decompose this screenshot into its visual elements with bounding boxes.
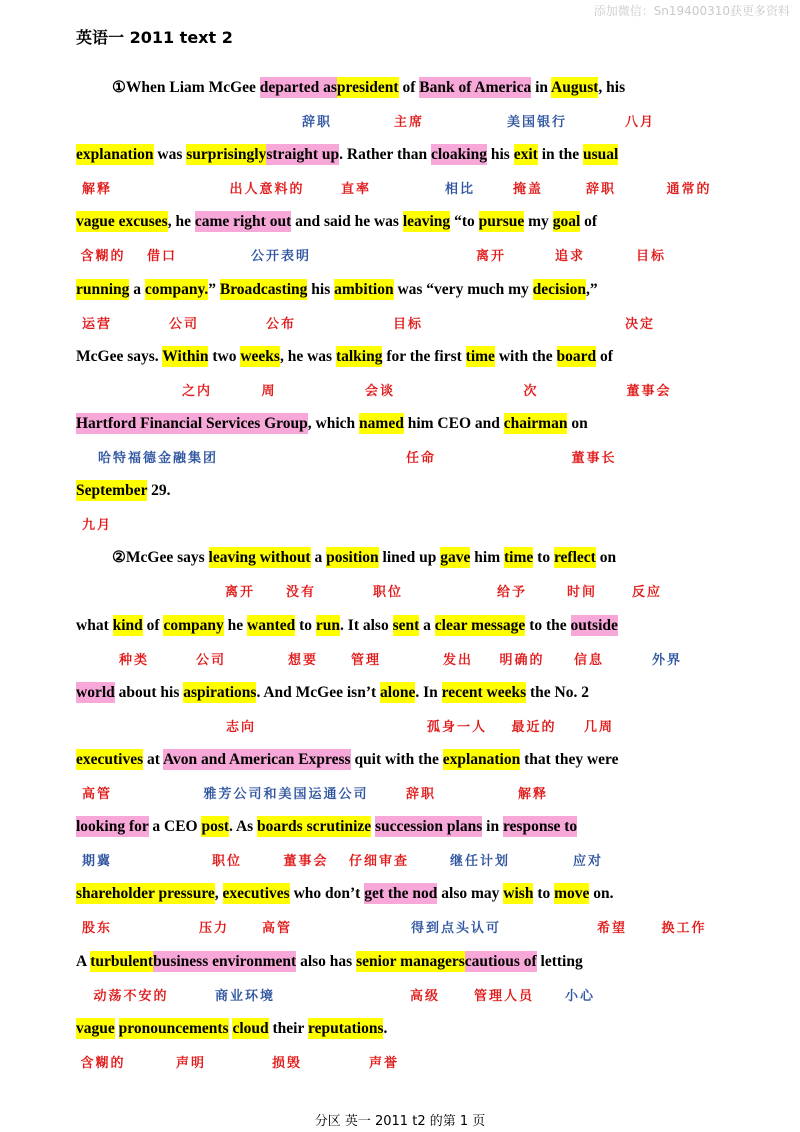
highlighted-term: clear message (434, 617, 526, 634)
chinese-gloss: 明确的 (499, 653, 545, 668)
highlighted-term: boards scrutinize (257, 818, 372, 835)
passage-text: his (486, 146, 514, 163)
chinese-gloss: 解释 (81, 182, 113, 197)
chinese-gloss: 没有 (285, 585, 317, 600)
highlighted-term: succession plans (375, 818, 483, 835)
chinese-gloss: 任命 (405, 451, 437, 466)
chinese-gloss: 外界 (651, 653, 683, 668)
chinese-gloss: 损毁 (271, 1056, 303, 1071)
passage-text: of (142, 617, 164, 634)
passage-text: . In (415, 684, 442, 701)
chinese-gloss: 周 (261, 384, 277, 399)
chinese-gloss: 压力 (198, 921, 230, 936)
chinese-gloss: 离开 (224, 585, 256, 600)
passage-text: him (470, 549, 505, 566)
page-title: 英语一 2011 text 2 (76, 28, 233, 47)
highlighted-term: turbulent (90, 953, 154, 970)
page-footer: 分区 英一 2011 t2 的第 1 页 (314, 1114, 486, 1129)
highlighted-term: usual (583, 146, 619, 163)
highlighted-term: outside (570, 617, 618, 634)
highlighted-term: executives (76, 751, 144, 768)
passage-line (76, 748, 619, 772)
passage-text: McGee says. (76, 348, 163, 365)
passage-text: a (419, 617, 435, 634)
chinese-gloss: 高管 (261, 921, 293, 936)
highlighted-term: Hartford Financial Services Group (76, 415, 308, 432)
passage-line (76, 1017, 387, 1041)
passage-line (76, 950, 583, 974)
chinese-gloss: 声明 (175, 1056, 207, 1071)
highlighted-term: aspirations (183, 684, 257, 701)
passage-text: him CEO and (403, 415, 504, 432)
chinese-gloss: 信息 (573, 653, 605, 668)
passage-text: lined up (378, 549, 441, 566)
chinese-gloss: 决定 (624, 317, 656, 332)
highlighted-term: time (504, 549, 534, 566)
highlighted-term: reputations (307, 1020, 384, 1037)
highlighted-term: Bank of America (419, 79, 532, 96)
passage-text: A (76, 953, 91, 970)
passage-line (76, 882, 614, 906)
chinese-gloss: 董事会 (626, 384, 672, 399)
chinese-gloss: 会谈 (364, 384, 396, 399)
chinese-gloss: 含糊的 (80, 249, 126, 264)
highlighted-term: explanation (442, 751, 521, 768)
highlighted-term: business environment (153, 953, 297, 970)
highlighted-term: departed as (259, 79, 337, 96)
passage-text: . And McGee isn’t (256, 684, 381, 701)
passage-text: a (310, 549, 327, 566)
highlighted-term: cautious of (464, 953, 537, 970)
chinese-gloss: 股东 (81, 921, 113, 936)
passage-text: his (307, 281, 335, 298)
chinese-gloss: 应对 (572, 854, 604, 869)
chinese-gloss: 出人意料的 (229, 182, 305, 197)
passage-text: that they were (520, 751, 619, 768)
highlighted-term: post (201, 818, 230, 835)
passage-text: , he (167, 213, 195, 230)
highlighted-term: goal (552, 213, 581, 230)
highlighted-term: weeks (240, 348, 280, 365)
chinese-gloss: 追求 (554, 249, 586, 264)
chinese-gloss: 含糊的 (80, 1056, 126, 1071)
passage-line (76, 479, 170, 503)
passage-text: , (214, 885, 223, 902)
highlighted-term: decision (532, 281, 587, 298)
passage-line (112, 76, 625, 100)
highlighted-term: board (556, 348, 597, 365)
chinese-gloss: 最近的 (511, 720, 557, 735)
chinese-gloss: 美国银行 (506, 115, 568, 130)
chinese-gloss: 想要 (287, 653, 319, 668)
chinese-gloss: 职位 (211, 854, 243, 869)
chinese-gloss: 公司 (168, 317, 200, 332)
chinese-gloss: 次 (523, 384, 539, 399)
chinese-gloss: 商业环境 (214, 989, 276, 1004)
passage-text: of (580, 213, 598, 230)
highlighted-term: explanation (76, 146, 154, 163)
chinese-gloss: 高管 (81, 787, 113, 802)
highlighted-term: Within (162, 348, 209, 365)
highlighted-term: September (76, 482, 148, 499)
passage-text: in (482, 818, 503, 835)
highlighted-term: came right out (194, 213, 292, 230)
passage-text: . It also (340, 617, 393, 634)
chinese-gloss: 时间 (566, 585, 598, 600)
passage-text: ①When Liam McGee (112, 79, 260, 96)
highlighted-term: cloaking (431, 146, 487, 163)
chinese-gloss: 董事会 (283, 854, 329, 869)
highlighted-term: August (551, 79, 599, 96)
chinese-gloss: 种类 (118, 653, 150, 668)
chinese-gloss: 辞职 (405, 787, 437, 802)
highlighted-term: wanted (247, 617, 296, 634)
highlighted-term: looking for (76, 818, 149, 835)
chinese-gloss: 解释 (517, 787, 549, 802)
passage-line (112, 546, 616, 570)
chinese-gloss: 主席 (393, 115, 425, 130)
highlighted-term: position (326, 549, 379, 566)
passage-text: “to (450, 213, 479, 230)
chinese-gloss: 管理 (350, 653, 382, 668)
passage-text: on (595, 549, 617, 566)
passage-line (76, 614, 618, 638)
chinese-gloss: 发出 (442, 653, 474, 668)
highlighted-term: world (76, 684, 115, 701)
chinese-gloss: 目标 (392, 317, 424, 332)
highlighted-term: leaving (402, 213, 451, 230)
chinese-gloss: 辞职 (585, 182, 617, 197)
passage-text: ” (208, 281, 220, 298)
highlighted-term: shareholder pressure (76, 885, 215, 902)
passage-text: a CEO (148, 818, 202, 835)
passage-line (76, 412, 588, 436)
highlighted-term: cloud (232, 1020, 269, 1037)
passage-line (76, 815, 577, 839)
passage-text: was (153, 146, 187, 163)
chinese-gloss: 掩盖 (512, 182, 544, 197)
passage-line (76, 345, 613, 369)
chinese-gloss: 得到点头认可 (410, 921, 502, 936)
passage-text: to (295, 617, 316, 634)
highlighted-term: Broadcasting (219, 281, 308, 298)
passage-text: in (531, 79, 552, 96)
chinese-gloss: 期冀 (81, 854, 113, 869)
chinese-gloss: 目标 (635, 249, 667, 264)
chinese-gloss: 相比 (444, 182, 476, 197)
passage-text: who don’t (289, 885, 365, 902)
chinese-gloss: 借口 (146, 249, 178, 264)
highlighted-term: alone (380, 684, 416, 701)
passage-line (76, 278, 598, 302)
passage-text: to (533, 885, 555, 902)
chinese-gloss: 之内 (181, 384, 213, 399)
passage-text: on (567, 415, 588, 432)
highlighted-term: kind (112, 617, 143, 634)
chinese-gloss: 动荡不安的 (93, 989, 169, 1004)
passage-text: with the (494, 348, 557, 365)
chinese-gloss: 公布 (265, 317, 297, 332)
highlighted-term: exit (513, 146, 538, 163)
chinese-gloss: 几周 (583, 720, 615, 735)
chinese-gloss: 声誉 (368, 1056, 400, 1071)
chinese-gloss: 公开表明 (250, 249, 312, 264)
passage-text: , he was (279, 348, 336, 365)
passage-text: ②McGee says (112, 549, 209, 566)
highlighted-term: talking (335, 348, 383, 365)
passage-text: was “very much my (393, 281, 533, 298)
chinese-gloss: 反应 (631, 585, 663, 600)
passage-text: also has (296, 953, 357, 970)
passage-text: for the first (382, 348, 466, 365)
passage-text: to the (525, 617, 571, 634)
passage-text: quit with the (350, 751, 443, 768)
highlighted-term: vague excuses (76, 213, 168, 230)
highlighted-term: president (336, 79, 399, 96)
highlighted-term: run (315, 617, 341, 634)
highlighted-term: surprisingly (186, 146, 267, 163)
chinese-gloss: 继任计划 (449, 854, 511, 869)
passage-text: , his (598, 79, 626, 96)
highlighted-term: wish (503, 885, 534, 902)
passage-text: the No. 2 (526, 684, 589, 701)
passage-text: letting (536, 953, 583, 970)
passage-text: on. (589, 885, 614, 902)
highlighted-term: executives (222, 885, 290, 902)
passage-text: 29. (147, 482, 171, 499)
passage-line (76, 210, 597, 234)
highlighted-term: leaving without (208, 549, 311, 566)
highlighted-term: sent (392, 617, 420, 634)
highlighted-term: get the nod (364, 885, 438, 902)
chinese-gloss: 八月 (624, 115, 656, 130)
highlighted-term: running (76, 281, 130, 298)
passage-line (76, 681, 589, 705)
chinese-gloss: 职位 (372, 585, 404, 600)
passage-text: also may (437, 885, 504, 902)
chinese-gloss: 公司 (195, 653, 227, 668)
highlighted-term: Avon and American Express (162, 751, 351, 768)
chinese-gloss: 给予 (496, 585, 528, 600)
highlighted-term: chairman (503, 415, 568, 432)
passage-text: at (143, 751, 163, 768)
passage-text: of (596, 348, 613, 365)
highlighted-term: response to (502, 818, 578, 835)
highlighted-term: gave (440, 549, 471, 566)
passage-text: ,” (586, 281, 598, 298)
chinese-gloss: 换工作 (661, 921, 707, 936)
chinese-gloss: 运营 (81, 317, 113, 332)
highlighted-term: named (359, 415, 404, 432)
highlighted-term: company (163, 617, 224, 634)
passage-text: , which (307, 415, 360, 432)
chinese-gloss: 辞职 (301, 115, 333, 130)
chinese-gloss: 仔细审查 (348, 854, 410, 869)
chinese-gloss: 志向 (225, 720, 257, 735)
highlighted-term: reflect (553, 549, 596, 566)
chinese-gloss: 孤身一人 (426, 720, 488, 735)
passage-text: in the (537, 146, 584, 163)
highlighted-term: move (554, 885, 590, 902)
passage-text: . Rather than (339, 146, 431, 163)
highlighted-term: company. (144, 281, 209, 298)
chinese-gloss: 雅芳公司和美国运通公司 (203, 787, 369, 802)
highlighted-term: pronouncements (118, 1020, 229, 1037)
watermark: 添加微信：Sn19400310获更多资料 (593, 4, 790, 18)
passage-text: of (398, 79, 420, 96)
passage-text: about his (114, 684, 184, 701)
highlighted-term: ambition (334, 281, 394, 298)
passage-text: what (76, 617, 113, 634)
passage-line (76, 143, 618, 167)
passage-text: . (383, 1020, 388, 1037)
chinese-gloss: 希望 (596, 921, 628, 936)
chinese-gloss: 离开 (475, 249, 507, 264)
highlighted-term: senior managers (356, 953, 465, 970)
chinese-gloss: 通常的 (666, 182, 712, 197)
highlighted-term: vague (76, 1020, 115, 1037)
chinese-gloss: 管理人员 (473, 989, 535, 1004)
passage-text: . As (229, 818, 258, 835)
passage-text: their (268, 1020, 308, 1037)
chinese-gloss: 九月 (81, 518, 113, 533)
highlighted-term: time (465, 348, 495, 365)
passage-text: and said he was (291, 213, 403, 230)
chinese-gloss: 董事长 (571, 451, 617, 466)
highlighted-term: straight up (266, 146, 340, 163)
chinese-gloss: 高级 (409, 989, 441, 1004)
chinese-gloss: 小心 (564, 989, 596, 1004)
passage-text: he (223, 617, 247, 634)
highlighted-term: recent weeks (441, 684, 527, 701)
highlighted-term: pursue (478, 213, 525, 230)
passage-text: two (208, 348, 241, 365)
chinese-gloss: 直率 (340, 182, 372, 197)
passage-text: my (524, 213, 553, 230)
chinese-gloss: 哈特福德金融集团 (97, 451, 219, 466)
passage-text: a (129, 281, 145, 298)
passage-text: to (533, 549, 554, 566)
